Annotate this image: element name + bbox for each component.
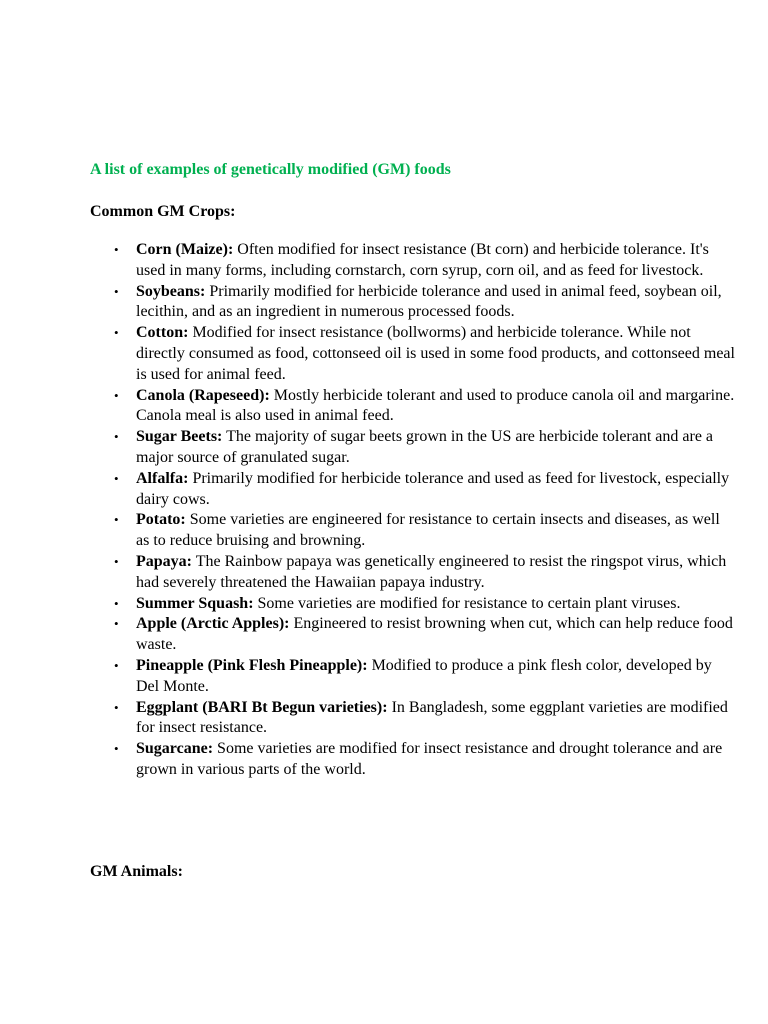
list-item (114, 240, 736, 282)
crop-name: Sugar Beets: (136, 428, 223, 446)
list-item (114, 323, 736, 385)
crop-description: Modified for insect resistance (bollworms) and herbicide tolerance. While not directly consumed as food, cottonseed oil is used in some food products, and cottonseed meal is used for animal feed. (136, 324, 735, 383)
bullet-icon: • (114, 283, 119, 299)
crop-description: Some varieties are engineered for resistance to certain insects and diseases, as well as to reduce bruising and browning. (136, 511, 720, 550)
list-item (114, 698, 736, 740)
list-item (114, 469, 736, 511)
list-item (114, 656, 736, 698)
list-item (114, 739, 736, 781)
list-item (114, 386, 736, 428)
document-title: A list of examples of genetically modified (GM) foods (90, 161, 451, 178)
bullet-icon: • (114, 242, 119, 257)
crop-name: Corn (Maize): (136, 241, 234, 258)
crop-description: The Rainbow papaya was genetically engineered to resist the ringspot virus, which had severely threatened the Hawaiian papaya industry. (136, 552, 727, 591)
bullet-icon: • (114, 657, 119, 673)
bullet-icon: • (114, 595, 119, 611)
crop-name: Alfalfa: (136, 469, 189, 487)
list-item (114, 427, 736, 469)
crop-name: Canola (Rapeseed): (136, 386, 270, 404)
bullet-icon: • (114, 616, 119, 632)
crop-description: Primarily modified for herbicide tolerance and used in animal feed, soybean oil, lecithin, and as an ingredient in numerous processed foods. (136, 282, 722, 321)
bullet-icon: • (114, 470, 119, 486)
crop-name: Pineapple (Pink Flesh Pineapple): (136, 656, 368, 674)
crop-description: Primarily modified for herbicide tolerance and used as feed for livestock, especially dairy cows. (136, 469, 730, 508)
crop-description: Mostly herbicide tolerant and used to produce canola oil and margarine. Canola meal is also used in animal feed. (136, 386, 735, 425)
crop-name: Cotton: (136, 324, 189, 342)
list-item (114, 282, 736, 324)
crop-name: Summer Squash: (136, 594, 254, 612)
crop-name: Eggplant (BARI Bt Begun varieties): (136, 698, 388, 716)
list-item (114, 510, 736, 552)
bullet-icon: • (114, 699, 119, 715)
crop-name: Potato: (136, 511, 186, 529)
crop-description: Some varieties are modified for resistance to certain plant viruses. (257, 594, 681, 612)
bullet-icon: • (114, 325, 119, 341)
bullet-icon: • (114, 387, 119, 403)
crop-name: Apple (Arctic Apples): (136, 615, 290, 633)
list-item (114, 552, 736, 594)
bullet-icon: • (114, 741, 119, 757)
section-heading-gm-animals: GM Animals: (90, 863, 183, 880)
crop-description: Engineered to resist browning when cut, which can help reduce food waste. (136, 615, 733, 654)
crop-description: In Bangladesh, some eggplant varieties are modified for insect resistance. (136, 698, 728, 737)
list-item (114, 614, 736, 656)
crop-description: Modified to produce a pink flesh color, developed by Del Monte. (136, 656, 712, 695)
section-heading-gm-crops: Common GM Crops: (90, 203, 236, 220)
crop-description: The majority of sugar beets grown in the US are herbicide tolerant and are a major source of granulated sugar. (136, 428, 714, 466)
crop-description: Often modified for insect resistance (Bt corn) and herbicide tolerance. It's used in many forms, including cornstarch, corn syrup, corn oil, and as feed for livestock. (136, 241, 709, 279)
crop-name: Soybeans: (136, 282, 206, 300)
bullet-icon: • (114, 512, 119, 528)
crop-description: Some varieties are modified for insect resistance and drought tolerance and are grown in various parts of the world. (136, 740, 723, 778)
bullet-icon: • (114, 553, 119, 569)
crop-name: Sugarcane: (136, 740, 214, 758)
crop-name: Papaya: (136, 552, 192, 570)
gm-crops-list (90, 240, 736, 781)
bullet-icon: • (114, 429, 119, 445)
list-item (114, 594, 736, 615)
